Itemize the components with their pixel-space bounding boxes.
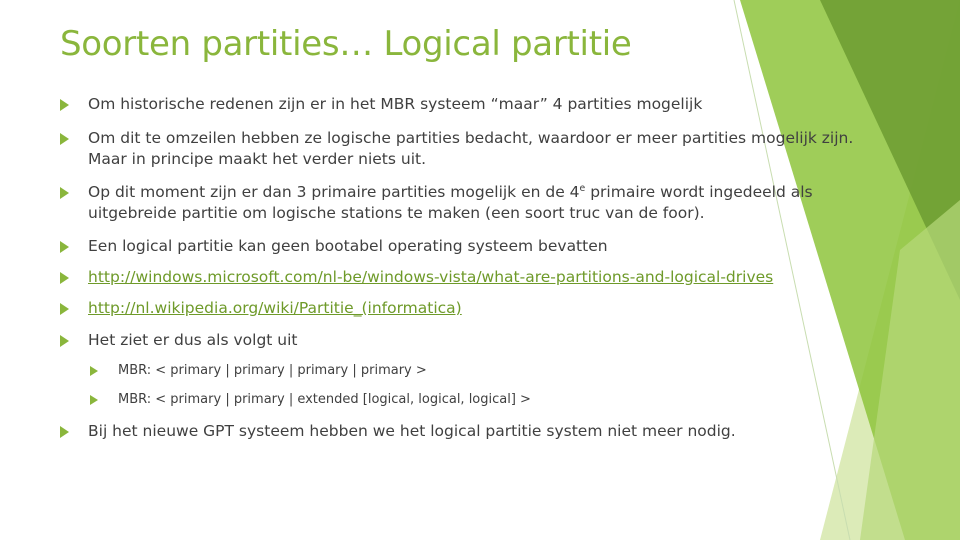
wikipedia-link[interactable]: http://nl.wikipedia.org/wiki/Partitie_(informatica) xyxy=(88,299,462,317)
triangle-bullet-icon xyxy=(60,133,69,145)
triangle-bullet-icon xyxy=(60,99,69,111)
bullet-text: Bij het nieuwe GPT systeem hebben we het logical partitie system niet meer nodig. xyxy=(88,422,736,440)
bullet-text: Een logical partitie kan geen bootabel operating systeem bevatten xyxy=(88,237,608,255)
bullet-item xyxy=(60,236,858,257)
page-title: Soorten partities… Logical partitie xyxy=(60,24,632,64)
triangle-bullet-icon xyxy=(60,241,69,253)
bullet-item xyxy=(60,267,878,288)
triangle-bullet-icon xyxy=(60,187,69,199)
sub-bullet-item xyxy=(90,362,818,380)
triangle-bullet-icon xyxy=(60,426,69,438)
bullet-item xyxy=(60,421,858,442)
microsoft-link[interactable]: http://windows.microsoft.com/nl-be/windows-vista/what-are-partitions-and-logical-drives xyxy=(88,268,774,286)
bullet-text: Op dit moment zijn er dan 3 primaire partities mogelijk en de 4 xyxy=(88,183,580,201)
bullet-item xyxy=(60,94,858,115)
superscript: e xyxy=(579,182,586,194)
bullet-text: Om dit te omzeilen hebben ze logische partities bedacht, waardoor er meer partities mogelijk zijn. Maar in principe maakt het verder niets uit. xyxy=(88,129,854,168)
bullet-text: Om historische redenen zijn er in het MBR systeem “maar” 4 partities mogelijk xyxy=(88,95,703,113)
bullet-item xyxy=(60,298,858,319)
triangle-bullet-icon xyxy=(90,395,98,405)
sub-bullet-text: MBR: < primary | primary | primary | primary > xyxy=(118,363,427,378)
triangle-bullet-icon xyxy=(60,272,69,284)
sub-bullet-item xyxy=(90,391,818,409)
bullet-item xyxy=(60,128,878,170)
sub-bullet-text: MBR: < primary | primary | extended [logical, logical, logical] > xyxy=(118,392,531,407)
triangle-bullet-icon xyxy=(60,303,69,315)
bullet-item xyxy=(60,182,858,224)
bullet-item xyxy=(60,330,858,351)
bullet-text: Het ziet er dus als volgt uit xyxy=(88,331,298,349)
bullet-text: primaire wordt ingedeeld als uitgebreide partitie om logische stations te maken (een soort truc van de foor). xyxy=(88,183,813,222)
triangle-bullet-icon xyxy=(90,366,98,376)
triangle-bullet-icon xyxy=(60,335,69,347)
